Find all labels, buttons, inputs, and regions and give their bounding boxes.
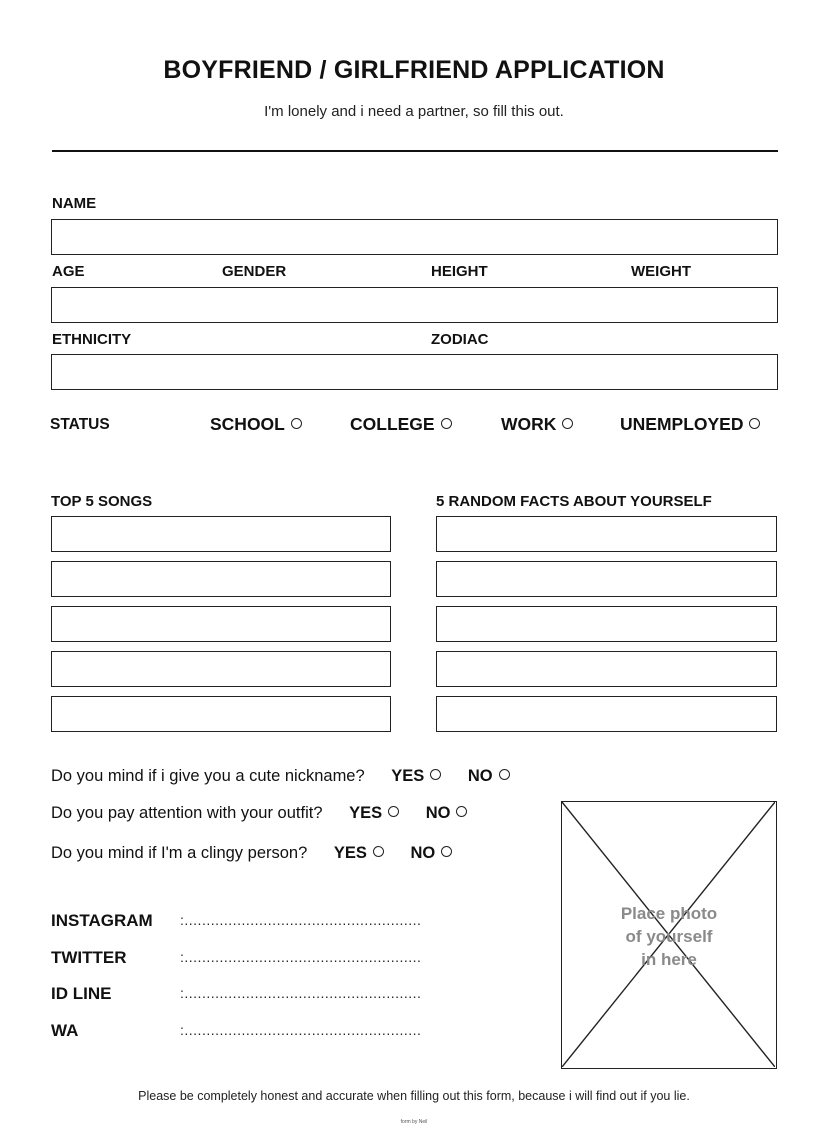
- fact-field[interactable]: [436, 696, 777, 732]
- radio-icon[interactable]: [499, 769, 510, 780]
- radio-icon[interactable]: [373, 846, 384, 857]
- photo-placeholder[interactable]: [561, 801, 777, 1069]
- question-text: Do you pay attention with your outfit?: [51, 804, 323, 822]
- question-clingy: [51, 844, 452, 863]
- status-option-label: UNEMPLOYED: [620, 414, 744, 434]
- ethnicity-label: ETHNICITY: [52, 331, 132, 348]
- name-field[interactable]: [51, 219, 778, 255]
- song-field[interactable]: [51, 606, 391, 642]
- radio-icon[interactable]: [456, 806, 467, 817]
- age-label: AGE: [52, 263, 85, 280]
- status-option-work[interactable]: [501, 414, 573, 435]
- song-field[interactable]: [51, 516, 391, 552]
- gender-label: GENDER: [222, 263, 287, 280]
- radio-icon[interactable]: [430, 769, 441, 780]
- twitter-label: TWITTER: [51, 948, 127, 967]
- songs-label: TOP 5 SONGS: [51, 493, 153, 510]
- weight-label: WEIGHT: [631, 263, 691, 280]
- twitter-field[interactable]: :......................................................: [180, 949, 422, 965]
- no-option[interactable]: NO: [426, 804, 468, 822]
- facts-label: 5 RANDOM FACTS ABOUT YOURSELF: [436, 493, 712, 510]
- question-outfit: [51, 804, 467, 823]
- fact-field[interactable]: [436, 561, 777, 597]
- form-title: BOYFRIEND / GIRLFRIEND APPLICATION: [163, 56, 665, 84]
- no-option[interactable]: NO: [410, 844, 452, 862]
- age-gender-height-weight-field[interactable]: [51, 287, 778, 323]
- form-credit: form by Neil: [400, 1119, 428, 1125]
- zodiac-label: ZODIAC: [431, 331, 489, 348]
- fact-field[interactable]: [436, 606, 777, 642]
- yes-option[interactable]: YES: [391, 767, 441, 785]
- name-label: NAME: [52, 195, 97, 212]
- radio-icon[interactable]: [388, 806, 399, 817]
- idline-field[interactable]: :......................................................: [180, 985, 422, 1001]
- song-field[interactable]: [51, 696, 391, 732]
- instagram-field[interactable]: :......................................................: [180, 912, 422, 928]
- fact-field[interactable]: [436, 651, 777, 687]
- ethnicity-zodiac-field[interactable]: [51, 354, 778, 390]
- status-label: STATUS: [50, 416, 110, 433]
- song-field[interactable]: [51, 651, 391, 687]
- status-option-label: SCHOOL: [210, 414, 285, 434]
- question-text: Do you mind if I'm a clingy person?: [51, 844, 308, 862]
- status-option-unemployed[interactable]: [620, 414, 760, 435]
- radio-icon[interactable]: [441, 846, 452, 857]
- instagram-label: INSTAGRAM: [51, 911, 153, 930]
- radio-icon[interactable]: [291, 418, 302, 429]
- form-subtitle: I'm lonely and i need a partner, so fill this out.: [264, 103, 564, 120]
- wa-label: WA: [51, 1021, 79, 1040]
- radio-icon[interactable]: [441, 418, 452, 429]
- fact-field[interactable]: [436, 516, 777, 552]
- question-nickname: [51, 767, 510, 786]
- status-option-school[interactable]: [210, 414, 302, 435]
- yes-option[interactable]: YES: [349, 804, 399, 822]
- status-option-label: WORK: [501, 414, 557, 434]
- status-option-college[interactable]: [350, 414, 452, 435]
- no-option[interactable]: NO: [468, 767, 510, 785]
- status-option-label: COLLEGE: [350, 414, 435, 434]
- footer-note: Please be completely honest and accurate when filling out this form, because i will find out if you lie.: [138, 1089, 690, 1103]
- wa-field[interactable]: :......................................................: [180, 1022, 422, 1038]
- height-label: HEIGHT: [431, 263, 488, 280]
- photo-instruction: Place photo of yourself in here: [620, 904, 718, 969]
- yes-option[interactable]: YES: [334, 844, 384, 862]
- idline-label: ID LINE: [51, 984, 112, 1003]
- song-field[interactable]: [51, 561, 391, 597]
- question-text: Do you mind if i give you a cute nickname?: [51, 767, 365, 785]
- radio-icon[interactable]: [749, 418, 760, 429]
- header-divider: [52, 150, 778, 152]
- radio-icon[interactable]: [562, 418, 573, 429]
